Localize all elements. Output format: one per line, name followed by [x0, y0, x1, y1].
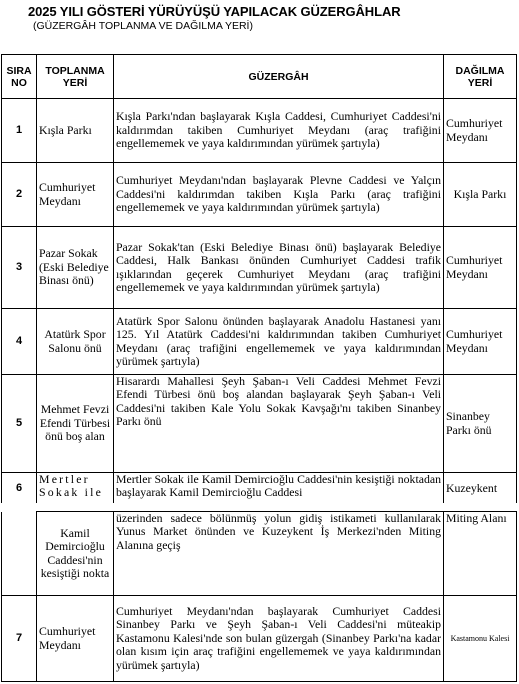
- table-row: [2, 596, 517, 682]
- row-dispersal: Kastamonu Kalesi: [444, 596, 517, 682]
- row-route: üzerinden sadece bölünmüş yolun gidiş istikameti kullanılarak Yunus Market önünden ve Kuzeykent İş Merkezi'nden Miting Alanına geçiş: [114, 512, 444, 596]
- row-place: Atatürk Spor Salonu önü: [37, 309, 114, 375]
- row-dispersal: Cumhuriyet Meydanı: [444, 309, 517, 375]
- table-row: [2, 473, 517, 505]
- row-no: 5: [2, 375, 37, 473]
- row-place: Mertler Sokak ile: [37, 473, 114, 505]
- header-place: TOPLANMA YERİ: [37, 55, 114, 99]
- table-row: [2, 375, 517, 473]
- table-row: [2, 99, 517, 163]
- page-title: 2025 YILI GÖSTERİ YÜRÜYÜŞÜ YAPILACAK GÜZERGÂHLAR: [28, 4, 401, 19]
- table-header-row: [2, 55, 517, 99]
- row-route: Atatürk Spor Salonu önünden başlayarak Anadolu Hastanesi yanı 125. Yıl Atatürk Caddesi'ni kaldırımından takiben Cumhuriyet Meydanı (araç trafiğini engellememek ve yaya kaldırımından yürümek şartıyla): [114, 309, 444, 375]
- row-no: 3: [2, 227, 37, 309]
- row-place: Mehmet Fevzi Efendi Türbesi önü boş alan: [37, 375, 114, 473]
- table-row: [2, 227, 517, 309]
- row-place: Cumhuriyet Meydanı: [37, 596, 114, 682]
- header-dispersal: DAĞILMA YERİ: [444, 55, 517, 99]
- header-route: GÜZERGÂH: [114, 55, 444, 99]
- routes-table: [1, 54, 517, 505]
- row-dispersal: Kışla Parkı: [444, 163, 517, 227]
- row-dispersal: Sinanbey Parkı önü: [444, 375, 517, 473]
- row-route: Kışla Parkı'ndan başlayarak Kışla Caddesi, Cumhuriyet Caddesi'ni kaldırımdan takiben Cumhuriyet Meydanı (araç trafiğini engellememek ve yaya kaldırımından yürümek şartıyla): [114, 99, 444, 163]
- row-route: Mertler Sokak ile Kamil Demircioğlu Caddesi'nin kesiştiği noktadan başlayarak Kamil Demircioğlu Caddesi: [114, 473, 444, 505]
- table-row: [2, 309, 517, 375]
- row-no: 1: [2, 99, 37, 163]
- row-place: Cumhuriyet Meydanı: [37, 163, 114, 227]
- row-route: Cumhuriyet Meydanı'ndan başlayarak Cumhuriyet Caddesi Sinanbey Parkı ve Şeyh Şaban-ı Veli Caddesi'ni müteakip Kastamonu Kalesi'nde son bulan güzergah (Sinanbey Parkı'na kadar olan kısım için araç trafiğini engellememek ve yaya kaldırımından yürümek şartıyla): [114, 596, 444, 682]
- page-break: [0, 503, 519, 511]
- row-route: Hisarardı Mahallesi Şeyh Şaban-ı Veli Caddesi Mehmet Fevzi Efendi Türbesi önü boş alandan başlayarak Şeyh Şaban-ı Veli Caddesi'ni takiben Kale Yolu Sokak Kavşağı'nı takiben Sinanbey Parkı önü: [114, 375, 444, 473]
- row-dispersal: Cumhuriyet Meydanı: [444, 227, 517, 309]
- row-no: [2, 512, 37, 596]
- row-dispersal: Cumhuriyet Meydanı: [444, 99, 517, 163]
- row-dispersal: Kuzeykent: [444, 473, 517, 505]
- row-no: 7: [2, 596, 37, 682]
- row-place: Kamil Demircioğlu Caddesi'nin kesiştiği nokta: [37, 512, 114, 596]
- table-row: [2, 163, 517, 227]
- row-dispersal: Miting Alanı: [444, 512, 517, 596]
- row-no: 6: [2, 473, 37, 505]
- row-no: 4: [2, 309, 37, 375]
- row-no: 2: [2, 163, 37, 227]
- table-row: [2, 512, 517, 596]
- routes-table-continued: [1, 511, 517, 682]
- row-place: Kışla Parkı: [37, 99, 114, 163]
- row-place: Pazar Sokak (Eski Belediye Binası önü): [37, 227, 114, 309]
- header-no: SIRA NO: [2, 55, 37, 99]
- row-route: Pazar Sokak'tan (Eski Belediye Binası önü) başlayarak Belediye Caddesi, Halk Bankası önünden Cumhuriyet Caddesi trafik ışıklarından geçerek Cumhuriyet Meydanı (araç trafiğini engellememek ve yaya kaldırımından yürümek şartıyla): [114, 227, 444, 309]
- row-route: Cumhuriyet Meydanı'ndan başlayarak Plevne Caddesi ve Yalçın Caddesi'ni kaldırımdan takiben Kışla Parkı (araç trafiğini engellememek ve yaya kaldırımından yürümek şartıyla): [114, 163, 444, 227]
- page-subtitle: (GÜZERGÂH TOPLANMA VE DAĞILMA YERİ): [33, 20, 253, 32]
